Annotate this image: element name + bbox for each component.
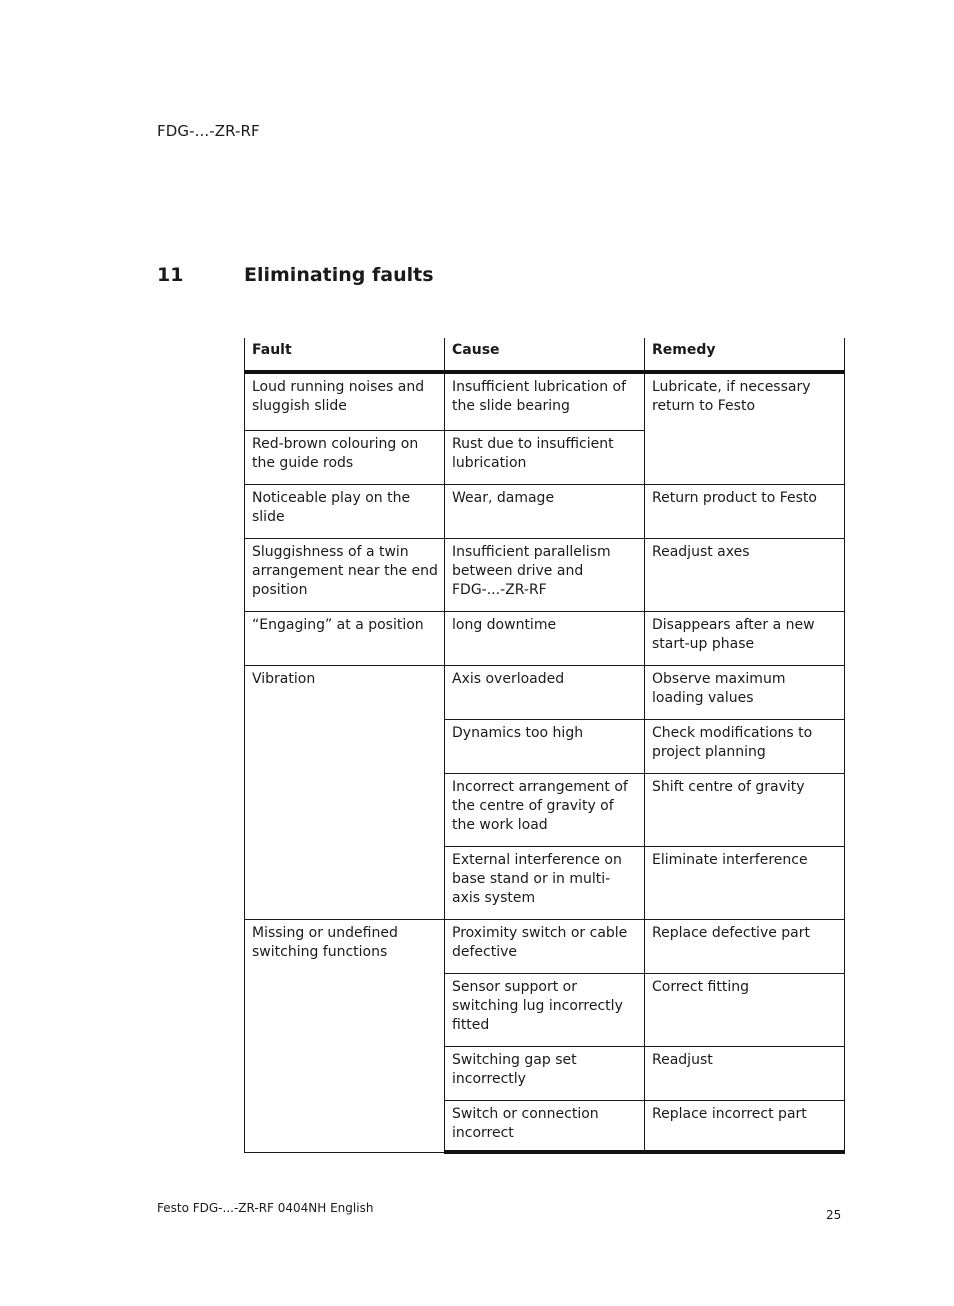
cause-cell: External interference on base stand or in multi-axis system: [445, 846, 645, 919]
fault-cell: “Engaging” at a position: [245, 611, 445, 665]
column-header-remedy: Remedy: [645, 338, 845, 372]
cause-cell: Insufficient parallelism between drive and FDG-...-ZR-RF: [445, 538, 645, 611]
fault-cell: Red-brown colouring on the guide rods: [245, 430, 445, 484]
column-header-fault: Fault: [245, 338, 445, 372]
section-title: Eliminating faults: [244, 264, 434, 286]
fault-cell: Sluggishness of a twin arrangement near the end position: [245, 538, 445, 611]
cause-cell: Proximity switch or cable defective: [445, 919, 645, 973]
fault-cell: Noticeable play on the slide: [245, 484, 445, 538]
table-row: [245, 611, 845, 665]
cause-cell: Sensor support or switching lug incorrectly fitted: [445, 973, 645, 1046]
remedy-cell: Return product to Festo: [645, 484, 845, 538]
page-number: 25: [826, 1208, 842, 1222]
cause-cell: Switching gap set incorrectly: [445, 1046, 645, 1100]
cause-cell: Insufficient lubrication of the slide bearing: [445, 372, 645, 430]
cause-cell: Switch or connection incorrect: [445, 1100, 645, 1152]
cause-cell: Wear, damage: [445, 484, 645, 538]
fault-cell: Loud running noises and sluggish slide: [245, 372, 445, 430]
remedy-cell: Replace defective part: [645, 919, 845, 973]
column-header-cause: Cause: [445, 338, 645, 372]
remedy-cell: Correct fitting: [645, 973, 845, 1046]
remedy-cell: Readjust axes: [645, 538, 845, 611]
cause-cell: Axis overloaded: [445, 665, 645, 719]
table-row: [245, 538, 845, 611]
remedy-cell: Lubricate, if necessary return to Festo: [645, 372, 845, 484]
table-header-row: [245, 338, 845, 372]
fault-cell: Missing or undefined switching functions: [245, 919, 445, 1152]
remedy-cell: Readjust: [645, 1046, 845, 1100]
remedy-cell: Check modifications to project planning: [645, 719, 845, 773]
fault-cell: Vibration: [245, 665, 445, 919]
remedy-cell: Shift centre of gravity: [645, 773, 845, 846]
cause-cell: Incorrect arrangement of the centre of gravity of the work load: [445, 773, 645, 846]
table-row: [245, 372, 845, 430]
fault-table: [244, 338, 845, 1154]
cause-cell: long downtime: [445, 611, 645, 665]
table-row: [245, 484, 845, 538]
remedy-cell: Replace incorrect part: [645, 1100, 845, 1152]
remedy-cell: Observe maximum loading values: [645, 665, 845, 719]
cause-cell: Rust due to insufficient lubrication: [445, 430, 645, 484]
table-row: [245, 665, 845, 719]
cause-cell: Dynamics too high: [445, 719, 645, 773]
remedy-cell: Eliminate interference: [645, 846, 845, 919]
table-row: [245, 919, 845, 973]
section-number: 11: [157, 264, 184, 286]
remedy-cell: Disappears after a new start-up phase: [645, 611, 845, 665]
footer-document-id: Festo FDG-...-ZR-RF 0404NH English: [157, 1201, 374, 1215]
running-header: FDG-...-ZR-RF: [157, 122, 260, 140]
